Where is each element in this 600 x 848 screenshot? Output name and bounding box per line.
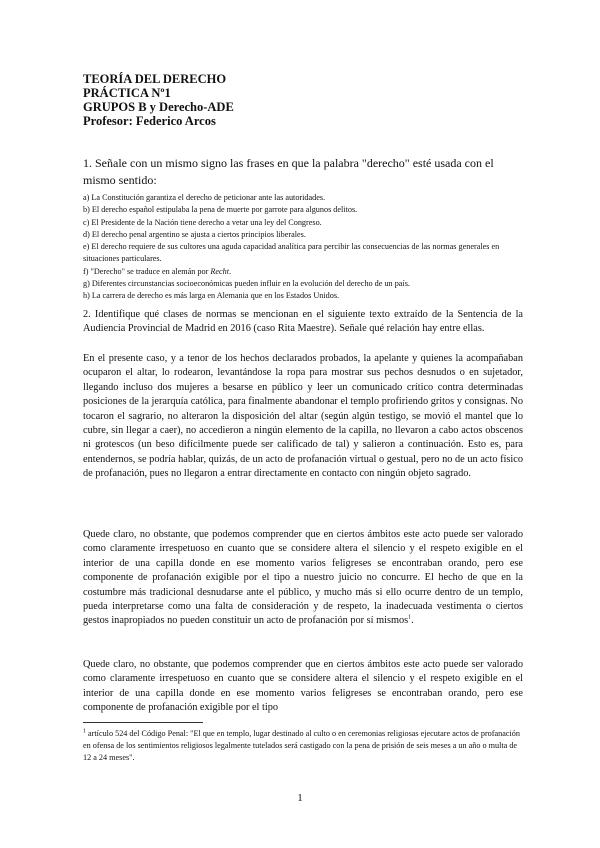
- option-f: [83, 266, 523, 278]
- document-header: [83, 72, 523, 128]
- footnote-text: artículo 524 del Código Penal: "El que en templo, lugar destinado al culto o en ceremonias religiosas ejecutare actos de profanación en ofensa de los sentimientos religiosos legalmente tutelados será castigado con la pena de prisión de seis meses a un año o multa de 12 a 24 meses".: [83, 729, 520, 762]
- question-1: 1. Señale con un mismo signo las frases en que la palabra "derecho" esté usada con el mismo sentido:: [83, 156, 494, 187]
- quoted-paragraph-2: [83, 528, 523, 629]
- course-title: TEORÍA DEL DERECHO: [83, 72, 227, 86]
- footnote: [83, 728, 523, 764]
- footnote-divider: [83, 722, 203, 723]
- quoted-paragraph-1: En el presente caso, y a tenor de los hechos declarados probados, la apelante y quienes la acompañaban ocuparon el altar, lo rodearon, levantándose la ropa para mostrar sus pechos desnudos o en sujetador, llegando incluso dos mujeres a besarse en público y leer un comunicado crítico contra determinadas posiciones de la jerarquía católica, para finalmente abandonar el templo profiriendo gritos y consignas. No tocaron el sagrario, no alteraron la disposición del altar (según algún testigo, se movió el mantel que lo cubre, sin llegar a caer), no accedieron a ningún elemento de la capilla, no llevaron a cabo actos obscenos ni grotescos (un beso difícilmente puede ser calificado de tal) y salieron a continuación. Esto es, para entendernos, se podría hablar, quizás, de un acto de profanación virtual o gestual, pero no de un acto físico de profanación, pues no llegaron a entrar directamente en contacto con ningún objeto sagrado.: [83, 353, 523, 480]
- groups-line: GRUPOS B y Derecho-ADE: [83, 100, 234, 114]
- option-f-suffix: .: [229, 266, 232, 276]
- quoted-paragraph-3: Quede claro, no obstante, que podemos comprender que en ciertos ámbitos este acto puede ser valorado como claramente irrespetuoso en cuanto que se considere altera el silencio y el respeto exigible en el interior de una capilla donde en ese momento varios feligreses se encontraban orando, pero ese componente de profanación exigible por el tipo: [83, 659, 523, 714]
- option-a: a) La Constitución garantiza el derecho de peticionar ante las autoridades.: [83, 193, 326, 202]
- quoted-paragraph-2-end: .: [411, 615, 414, 627]
- question-2: 2. Identifique qué clases de normas se mencionan en el siguiente texto extraído de la Sentencia de la Audiencia Provincial de Madrid en 2016 (caso Rita Maestre). Señale qué relación hay entre ellas.: [83, 309, 523, 335]
- page-number: 1: [297, 792, 303, 804]
- options-list: [83, 192, 523, 303]
- option-c: c) El Presidente de la Nación tiene derecho a vetar una ley del Congreso.: [83, 217, 322, 227]
- option-d: d) El derecho penal argentino se ajusta a ciertos principios liberales.: [83, 229, 306, 239]
- quoted-paragraph-2-text: Quede claro, no obstante, que podemos comprender que en ciertos ámbitos este acto puede ser valorado como claramente irrespetuoso en cuanto que se considere altera el silencio y el respeto exigible en el interior de una capilla donde en ese momento varios feligreses se encontraban orando, pero ese componente de profanación exigible por el tipo a nuestro juicio no concurre. El hecho de que en la costumbre más tradicional desnudarse ante el público, y mucho más si ello ocurre dentro de un templo, pueda interpretarse como una falta de consideración y de respeto, la inadecuada vestimenta o ciertos gestos inapropiados no pueden constituir un acto de profanación por sí mismos: [83, 529, 523, 627]
- option-f-italic: Recht: [210, 266, 230, 276]
- practice-number: PRÁCTICA Nº1: [83, 86, 171, 100]
- option-h: h) La carrera de derecho es más larga en Alemania que en los Estados Unidos.: [83, 291, 340, 301]
- option-b: b) El derecho español estipulaba la pena de muerte por garrote para algunos delitos.: [83, 205, 358, 215]
- option-e: e) El derecho requiere de sus cultores una aguda capacidad analítica para percibir las consecuencias de las normas generales en situaciones particulares.: [83, 242, 500, 264]
- option-g: g) Diferentes circunstancias socioeconómicas pueden influir en la evolución del derecho de un país.: [83, 279, 410, 289]
- footnote-marker: 1: [83, 728, 86, 735]
- option-f-prefix: f) "Derecho" se traduce en alemán por: [83, 266, 211, 276]
- professor-line: Profesor: Federico Arcos: [83, 114, 216, 128]
- footnote-reference: 1: [408, 615, 412, 622]
